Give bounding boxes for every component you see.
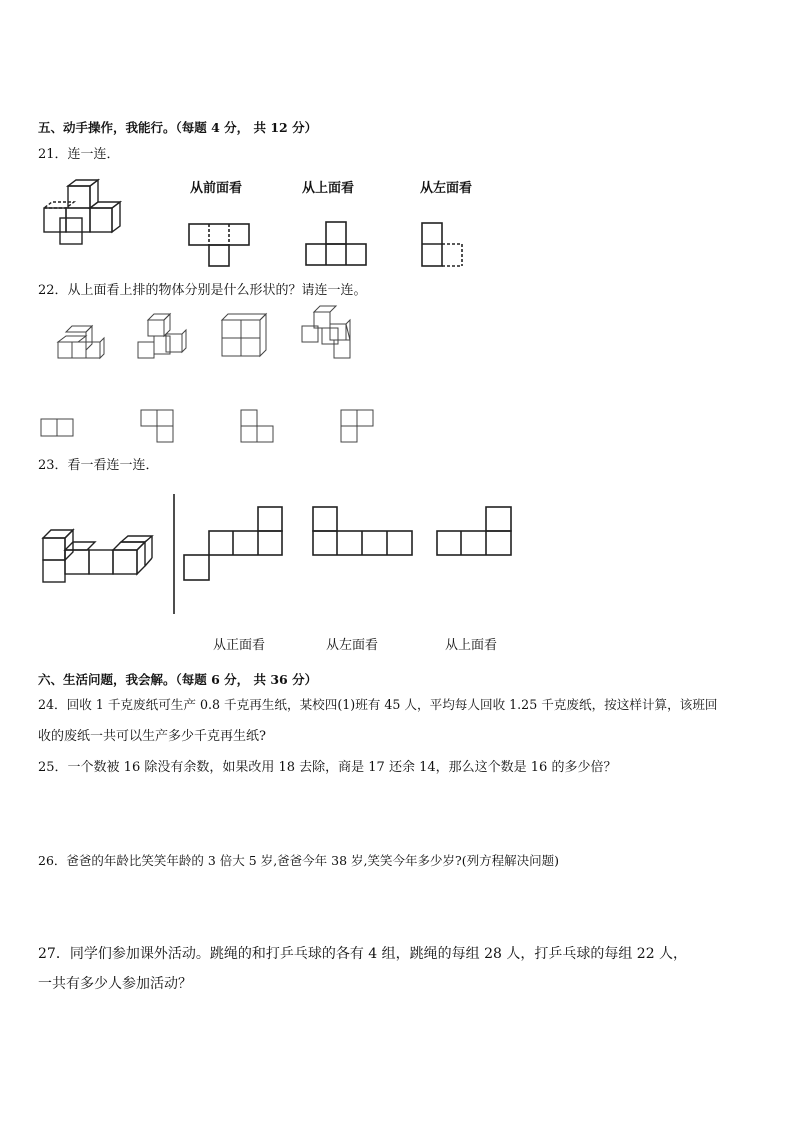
- q22-object-4[interactable]: [300, 306, 356, 362]
- section-6-title: 六、生活问题，我会解。（每题 6 分， 共 36 分）: [38, 672, 318, 687]
- q21-view-front[interactable]: [188, 223, 250, 267]
- section-5-title: 五、动手操作，我能行。（每题 4 分， 共 12 分）: [38, 120, 318, 135]
- q23-view-c[interactable]: [436, 506, 514, 558]
- q21-cube-figure: [42, 178, 138, 246]
- q22-top-view-3[interactable]: [240, 409, 276, 445]
- q21-label-left: 从左面看: [420, 181, 473, 196]
- q22-top-view-4[interactable]: [340, 409, 376, 445]
- question-22-text: 22．从上面看上排的物体分别是什么形状的？请连一连。: [38, 283, 367, 298]
- q22-object-1[interactable]: [56, 322, 106, 362]
- q21-view-left[interactable]: [420, 222, 464, 268]
- q21-label-front: 从前面看: [190, 181, 243, 196]
- question-27-line-1: 27．同学们参加课外活动。跳绳的和打乒乓球的各有 4 组，跳绳的每组 28 人，打乒乓球的每组 22 人，: [38, 946, 688, 962]
- question-23-text: 23．看一看连一连．: [38, 458, 159, 473]
- question-26-text: 26．爸爸的年龄比笑笑年龄的 3 倍大 5 岁,爸爸今年 38 岁,笑笑今年多少岁?(列方程解决问题): [38, 853, 559, 868]
- q23-view-b[interactable]: [312, 506, 414, 558]
- question-21-text: 21．连一连．: [38, 147, 120, 162]
- q21-label-top: 从上面看: [302, 181, 355, 196]
- q23-label-front: 从正面看: [213, 638, 266, 653]
- q22-object-3[interactable]: [220, 312, 270, 360]
- q22-top-view-2[interactable]: [140, 409, 176, 445]
- q22-top-view-1[interactable]: [40, 418, 76, 438]
- question-24-line-2: 收的废纸一共可以生产多少千克再生纸?: [38, 729, 266, 744]
- q23-view-a[interactable]: [183, 506, 283, 582]
- q22-object-2[interactable]: [136, 312, 188, 364]
- question-25-text: 25．一个数被 16 除没有余数，如果改用 18 去除，商是 17 还余 14，那么这个数是 16 的多少倍？: [38, 760, 617, 775]
- q23-divider-line: [172, 494, 176, 614]
- q23-label-top: 从上面看: [445, 638, 498, 653]
- question-24-line-1: 24．回收 1 千克废纸可生产 0.8 千克再生纸，某校四(1)班有 45 人，平均每人回收 1.25 千克废纸，按这样计算，该班回: [38, 697, 718, 712]
- q21-view-top[interactable]: [305, 221, 367, 267]
- q23-cube-figure: [42, 528, 154, 584]
- question-27-line-2: 一共有多少人参加活动？: [38, 976, 192, 992]
- q23-label-left: 从左面看: [326, 638, 379, 653]
